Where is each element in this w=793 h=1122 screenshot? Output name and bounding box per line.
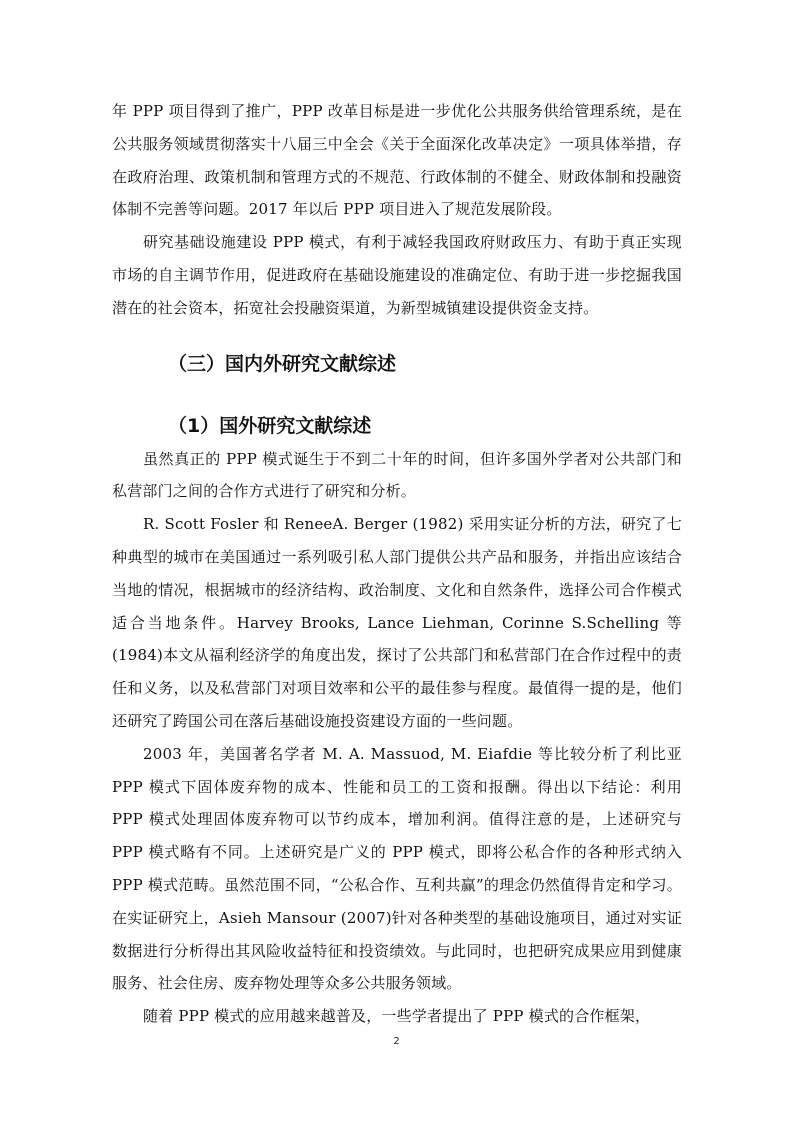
sub-heading: （1）国外研究文献综述 [168, 414, 372, 437]
page-number: 2 [393, 1036, 400, 1047]
paragraph-research-significance: 研究基础设施建设 PPP 模式，有利于减轻我国政府财政压力、有助于真正实现市场的自主调节作用，促进政府在基础设施建设的准确定位、有助于进一步挖掘我国潜在的社会资本，拓宽社会投融资渠道，为新型城镇建设提供资金支持。 [112, 233, 682, 317]
paragraph-fosler-berger: R. Scott Fosler 和 ReneeA. Berger (1982) 采用实证分析的方法，研究了七种典型的城市在美国通过一系列吸引私人部门提供公共产品和服务，并指出应该结合当地的情况，根据城市的经济结构、政治制度、文化和自然条件，选择公司合作模式适合当地条件。Harvey Brooks, Lance Liehman, Corinne S.Schelling 等(1984)本文从福利经济学的角度出发，探讨了公共部门和私营部门在合作过程中的责任和义务，以及私营部门对项目效率和公平的最佳参与程度。最值得一提的是，他们还研究了跨国公司在落后基础设施投资建设方面的一些问题。 [112, 515, 682, 730]
page-content [112, 95, 682, 1033]
paragraph-foreign-intro: 虽然真正的 PPP 模式诞生于不到二十年的时间，但许多国外学者对公共部门和私营部门之间的合作方式进行了研究和分析。 [112, 449, 682, 501]
paragraph-cooperation-framework: 随着 PPP 模式的应用越来越普及，一些学者提出了 PPP 模式的合作框架， [143, 1007, 651, 1026]
paragraph-ppp-reform: 年 PPP 项目得到了推广，PPP 改革目标是进一步优化公共服务供给管理系统，是在公共服务领域贯彻落实十八届三中全会《关于全面深化改革决定》一项具体举措，存在政府治理、政策机制和管理方式的不规范、行政体制的不健全、财政体制和投融资体制不完善等问题。2017 年以后 PPP 项目进入了规范发展阶段。 [112, 102, 682, 219]
paragraph-massuod: 2003 年，美国著名学者 M. A. Massuod, M. Eiafdie 等比较分析了利比亚 PPP 模式下固体废弃物的成本、性能和员工的工资和报酬。得出以下结论：利用 PPP 模式处理固体废弃物可以节约成本，增加利润。值得注意的是，上述研究与 PPP 模式略有不同。上述研究是广义的 PPP 模式，即将公私合作的各种形式纳入 PPP 模式范畴。虽然范围不同，“公私合作、互利共赢”的理念仍然值得肯定和学习。在实证研究上，Asieh Mansour (2007)针对各种类型的基础设施项目，通过对实证数据进行分析得出其风险收益特征和投资绩效。与此同时，也把研究成果应用到健康服务、社会住房、废弃物处理等众多公共服务领域。 [112, 744, 682, 993]
section-heading: （三）国内外研究文献综述 [168, 352, 397, 375]
